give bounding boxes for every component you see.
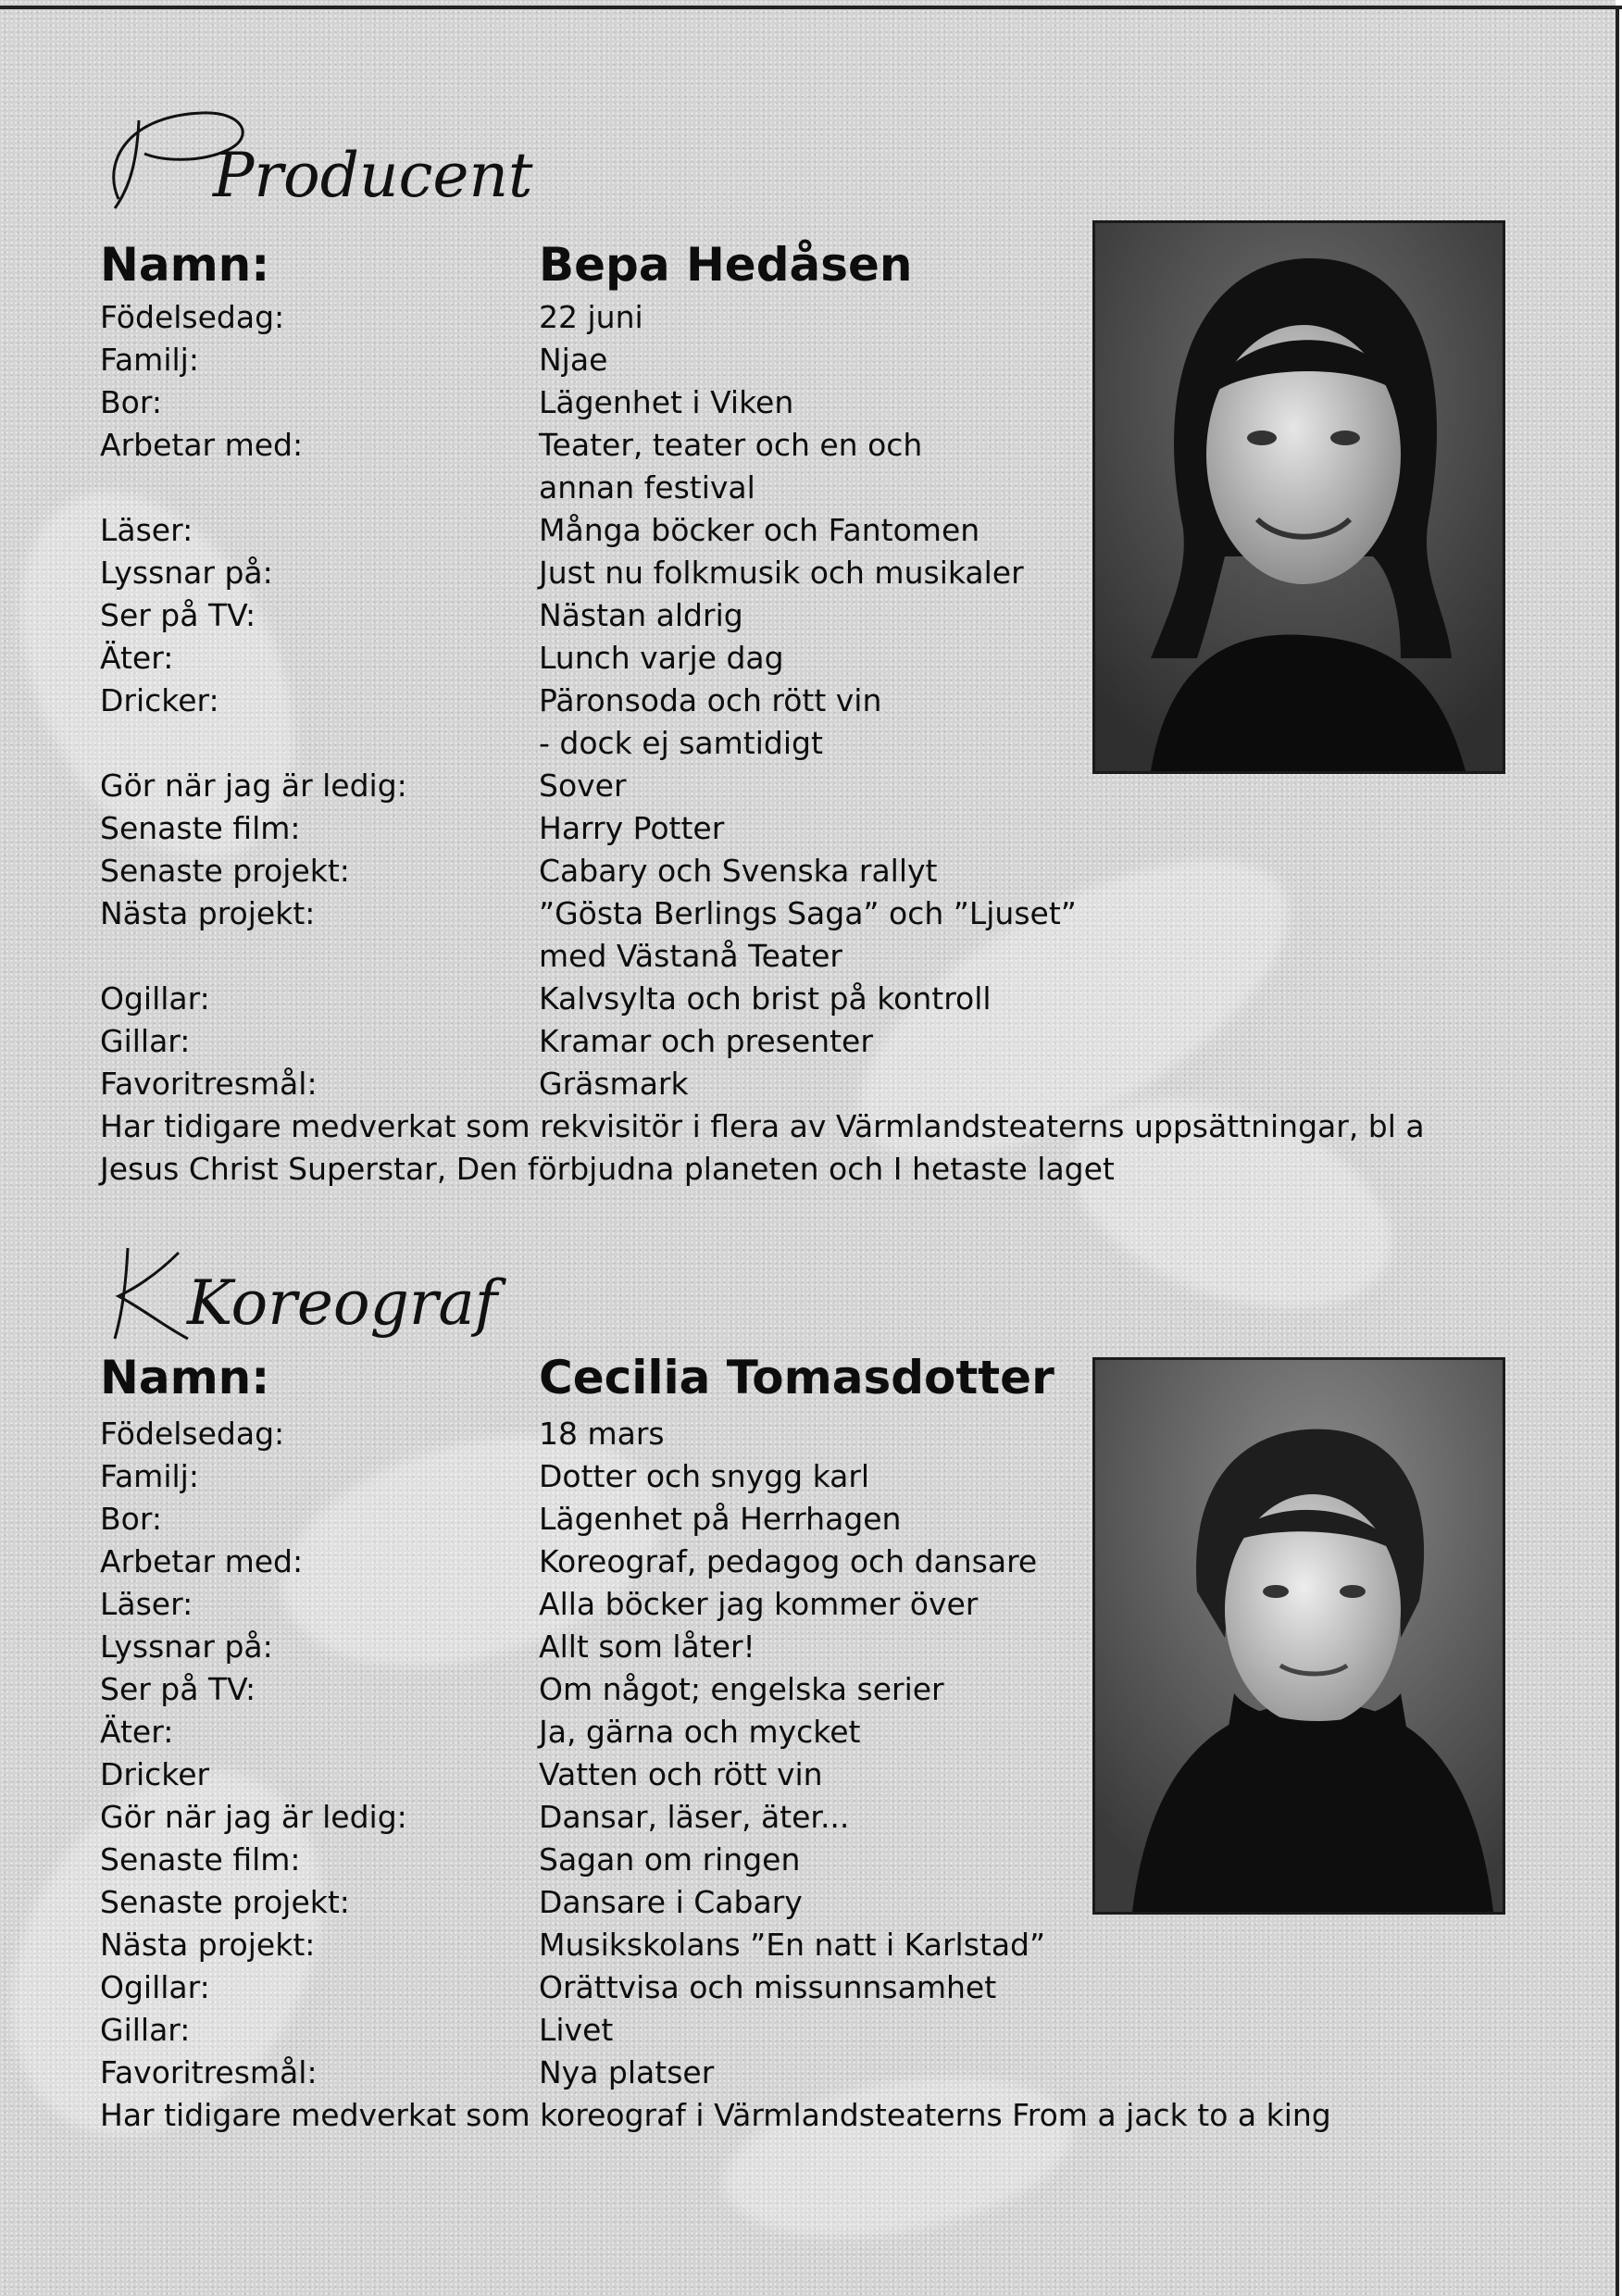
producent-note: Har tidigare medverkat som rekvisitör i flera av Värmlandsteaterns uppsättningar, bl a Jesus Christ Superstar, Den förbjudna planeten och I hetaste laget <box>100 1108 1425 1187</box>
background-leaf-shape <box>712 2053 1084 2261</box>
koreograf-portrait-photo <box>1092 1357 1505 1915</box>
producent-name: Bepa Hedåsen <box>539 238 913 292</box>
koreograf-heading <box>91 1220 609 1368</box>
producent-heading <box>91 93 609 222</box>
svg-text:Producent: Producent <box>213 140 533 211</box>
svg-text:Koreograf: Koreograf <box>187 1267 498 1339</box>
koreograf-name: Cecilia Tomasdotter <box>539 1351 1054 1404</box>
name-label: Namn: <box>100 238 270 292</box>
producent-portrait-photo <box>1092 220 1505 774</box>
koreograf-note: Har tidigare medverkat som koreograf i Värmlandsteaterns From a jack to a king <box>100 2097 1331 2133</box>
right-border <box>1616 6 1619 2296</box>
name-label: Namn: <box>100 1351 270 1404</box>
top-border <box>0 6 1622 9</box>
